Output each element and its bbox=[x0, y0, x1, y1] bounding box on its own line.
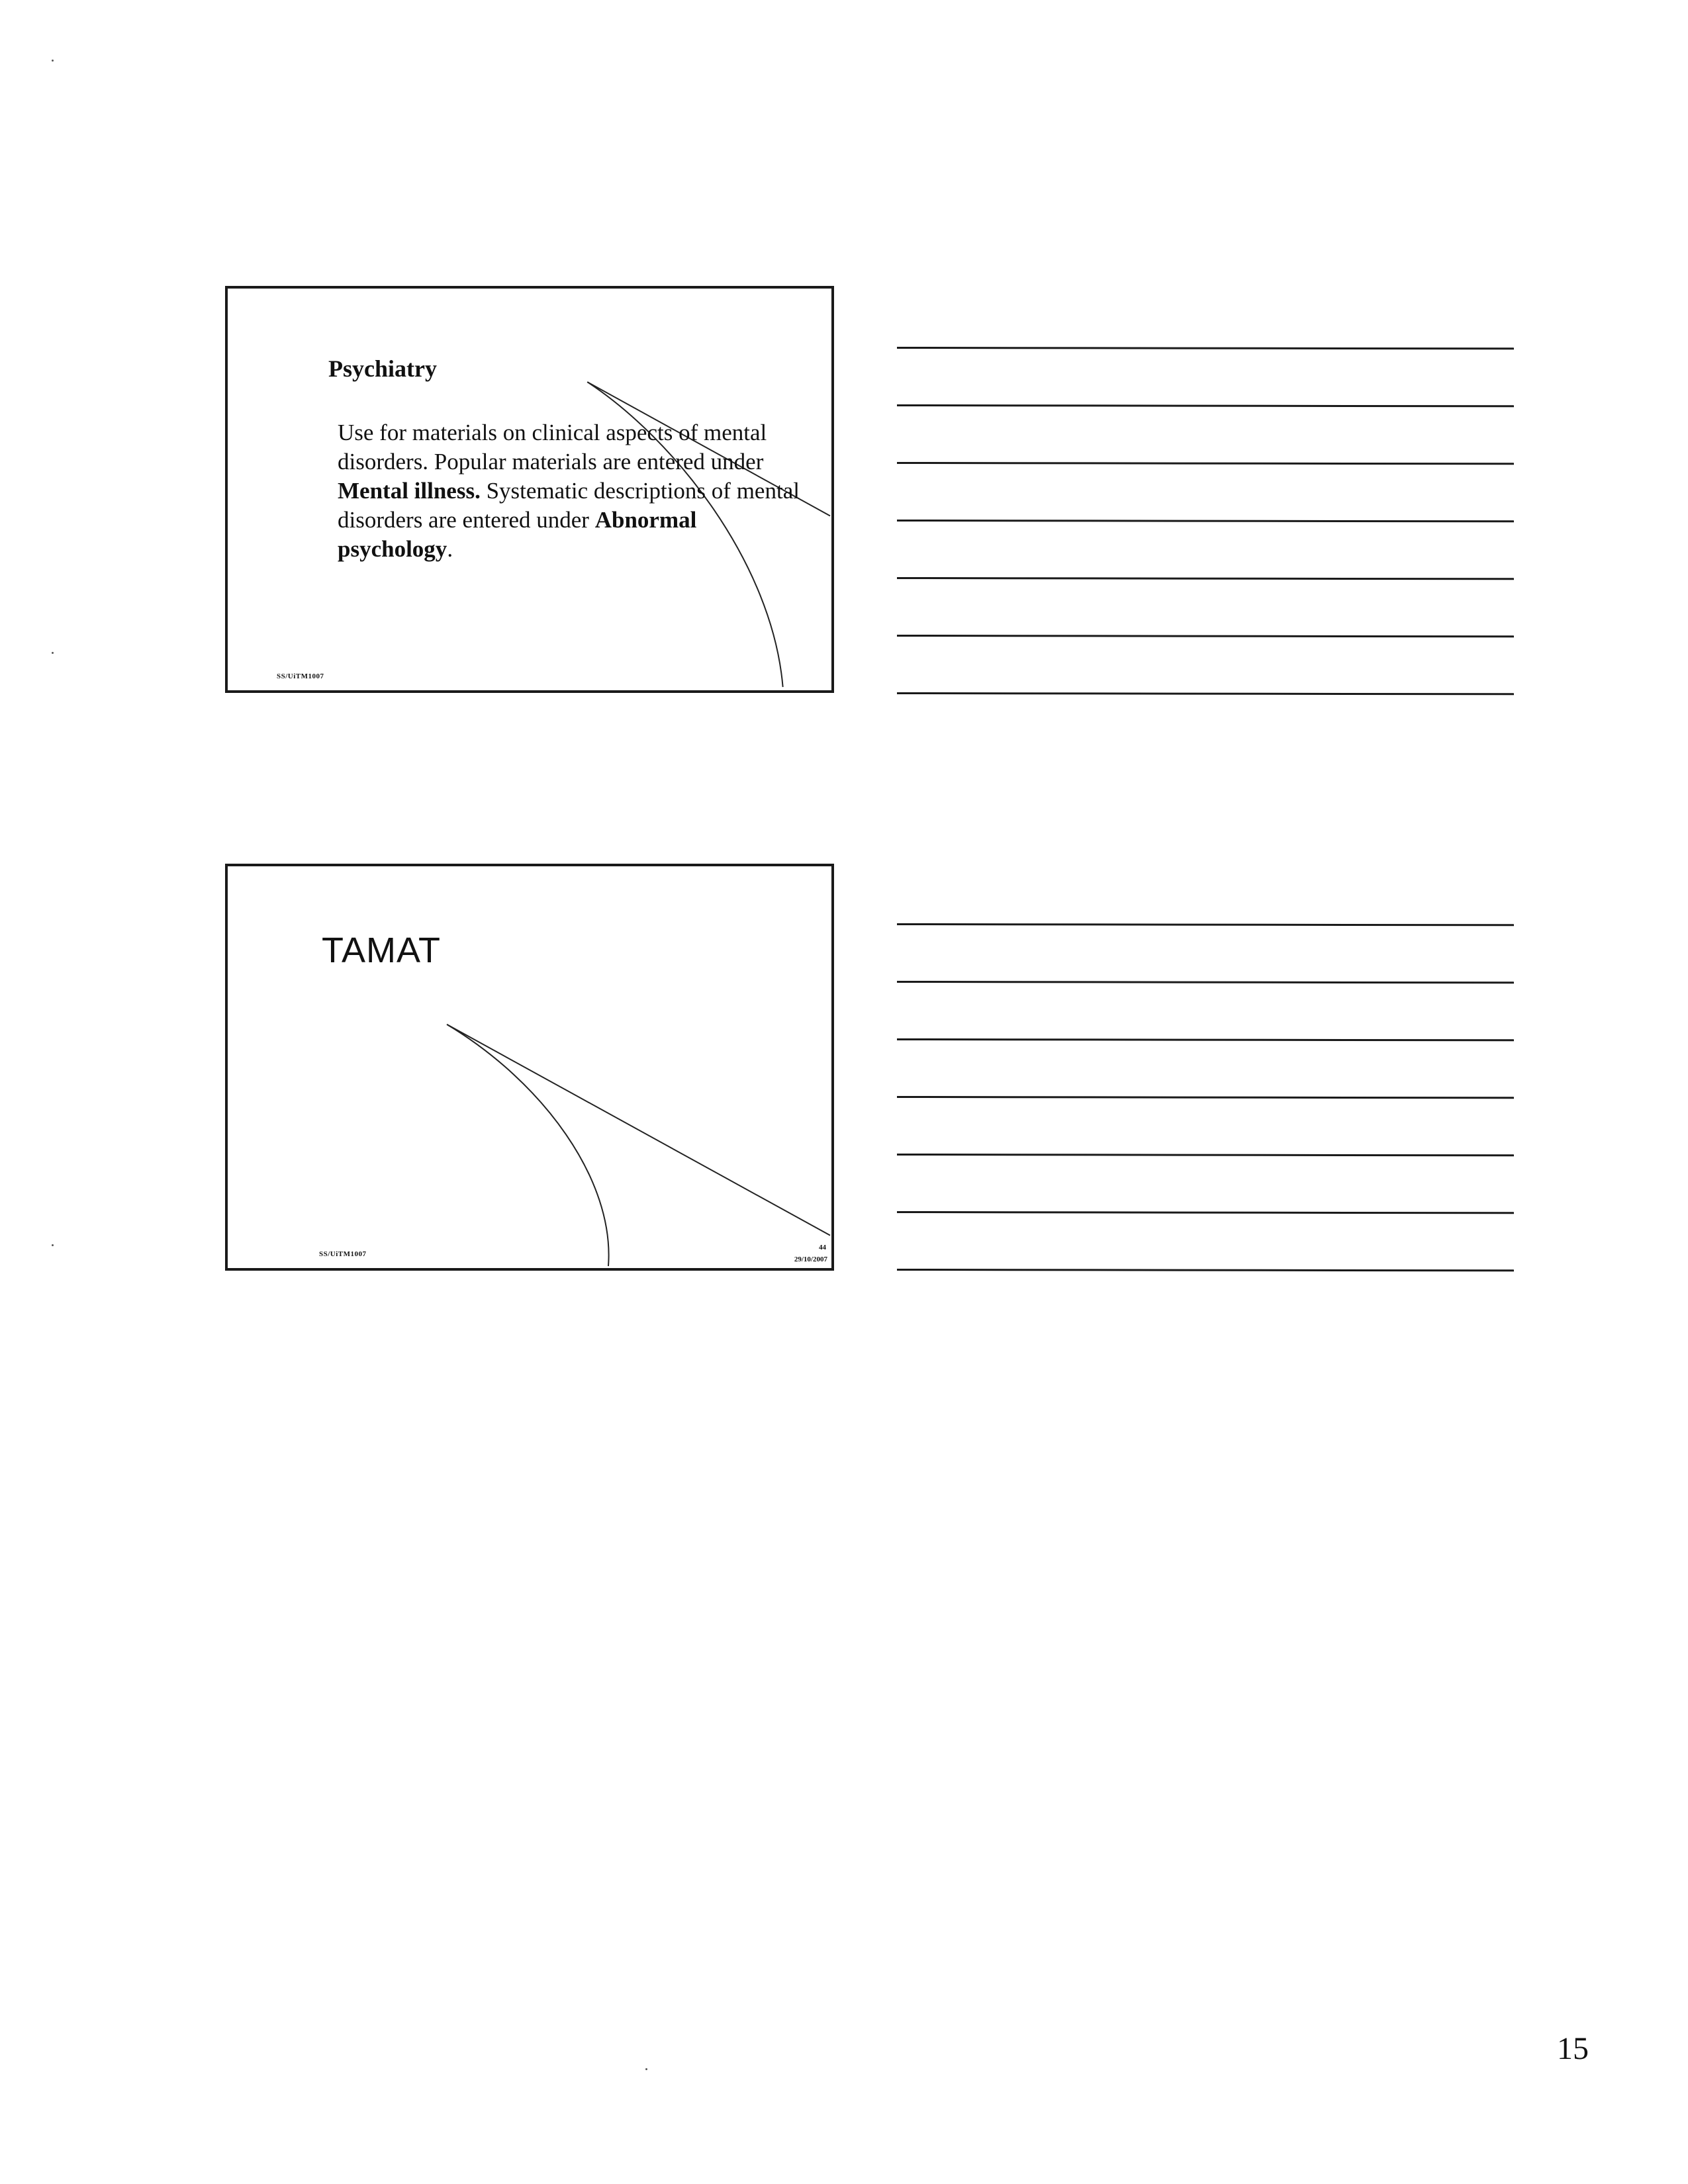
slide-tamat bbox=[225, 864, 834, 1271]
slide-number: 44 bbox=[819, 1244, 826, 1251]
notes-lines bbox=[897, 347, 1514, 750]
body-text-part: Use for materials on clinical aspects of mental disorders. Popular materials are entered under bbox=[338, 420, 767, 475]
note-line bbox=[897, 981, 1514, 983]
note-line bbox=[897, 923, 1514, 926]
slide-psychiatry bbox=[225, 286, 834, 693]
slide-body-text bbox=[338, 418, 814, 564]
notes-lines bbox=[897, 923, 1514, 1326]
scan-speck bbox=[645, 2068, 647, 2070]
note-line bbox=[897, 1154, 1514, 1156]
scan-speck bbox=[52, 652, 54, 654]
scan-speck bbox=[52, 1244, 54, 1246]
note-line bbox=[897, 577, 1514, 580]
body-text-part: Systematic descriptions of mental disorders are entered under bbox=[338, 478, 800, 533]
note-line bbox=[897, 1038, 1514, 1041]
note-line bbox=[897, 347, 1514, 349]
body-text-bold: Abnormal psychology bbox=[338, 507, 697, 562]
body-text-part: . bbox=[447, 536, 453, 562]
body-text-bold: Mental illness. bbox=[338, 478, 481, 504]
note-line bbox=[897, 404, 1514, 407]
note-line bbox=[897, 635, 1514, 637]
note-line bbox=[897, 520, 1514, 522]
scan-speck bbox=[52, 60, 54, 62]
slide-footer-id: SS/UiTM1007 bbox=[277, 672, 324, 680]
note-line bbox=[897, 1211, 1514, 1214]
slide-title: Psychiatry bbox=[328, 355, 437, 382]
slide-date: 29/10/2007 bbox=[794, 1255, 827, 1263]
note-line bbox=[897, 692, 1514, 695]
slide-title: TAMAT bbox=[322, 931, 441, 970]
note-line bbox=[897, 1269, 1514, 1271]
slide-footer-id: SS/UiTM1007 bbox=[319, 1250, 367, 1258]
note-line bbox=[897, 1096, 1514, 1099]
note-line bbox=[897, 462, 1514, 465]
slide-decoration-curve bbox=[228, 866, 831, 1268]
page-number: 15 bbox=[1557, 2031, 1589, 2066]
